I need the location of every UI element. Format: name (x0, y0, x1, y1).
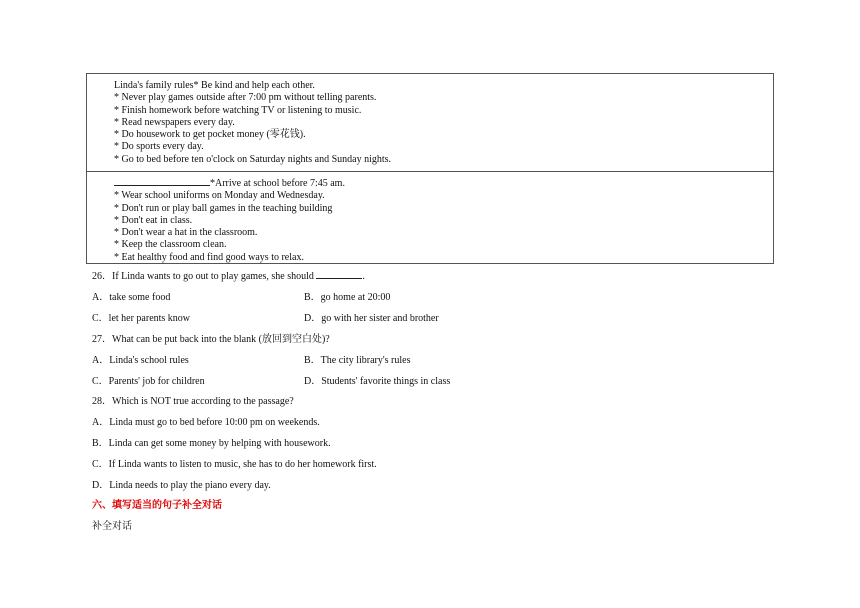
q27-option-c[interactable]: C．Parents' job for children (92, 376, 205, 387)
rules-box (86, 73, 774, 264)
section-six-heading: 六、填写适当的句子补全对话 (92, 500, 222, 511)
rule-line: * Finish homework before watching TV or listening to music. (114, 104, 362, 116)
question-text: 26．If Linda wants to go out to play games, she should (92, 271, 317, 282)
rule-line: * Don't wear a hat in the classroom. (114, 227, 258, 239)
q28-option-a[interactable]: A．Linda must go to bed before 10:00 pm on weekends. (92, 417, 320, 428)
q27-option-b[interactable]: B．The city library's rules (304, 355, 411, 366)
q26-option-b[interactable]: B．go home at 20:00 (304, 292, 391, 303)
rule-line: * Never play games outside after 7:00 pm without telling parents. (114, 92, 377, 104)
rule-line: * Keep the classroom clean. (114, 239, 227, 251)
answer-blank (316, 269, 362, 279)
rule-line: * Go to bed before ten o'clock on Saturday nights and Sunday nights. (114, 153, 392, 165)
rule-line: * Don't run or play ball games in the teaching building (114, 202, 333, 214)
rule-line: * Do housework to get pocket money (零花钱). (114, 129, 306, 141)
section-six-subheading: 补全对话 (92, 521, 132, 532)
q28-option-d[interactable]: D．Linda needs to play the piano every day. (92, 480, 271, 491)
rule-line: * Don't eat in class. (114, 214, 193, 226)
answer-blank (114, 176, 210, 186)
q28-option-b[interactable]: B．Linda can get some money by helping with housework. (92, 438, 331, 449)
rule-line: Linda's family rules* Be kind and help each other. (114, 80, 315, 91)
rule-line: * Read newspapers every day. (114, 116, 235, 128)
q28-option-c[interactable]: C．If Linda wants to listen to music, she has to do her homework first. (92, 459, 377, 470)
school-rules-section (114, 176, 345, 264)
question-text-end: . (362, 271, 365, 282)
rules-divider (87, 171, 773, 172)
question-28-stem: 28．Which is NOT true according to the passage? (92, 396, 294, 407)
rule-line: * Wear school uniforms on Monday and Wednesday. (114, 190, 325, 202)
question-27-stem: 27．What can be put back into the blank (放回到空白处)? (92, 334, 330, 345)
q26-option-d[interactable]: D．go with her sister and brother (304, 313, 439, 324)
rule-line-with-blank (114, 176, 345, 190)
rule-line: * Eat healthy food and find good ways to relax. (114, 251, 304, 263)
q27-option-a[interactable]: A．Linda's school rules (92, 355, 189, 366)
question-26-stem (92, 267, 365, 282)
q27-option-d[interactable]: D．Students' favorite things in class (304, 376, 451, 387)
q26-option-a[interactable]: A．take some food (92, 292, 171, 303)
rule-line: * Do sports every day. (114, 141, 204, 153)
rule-text: *Arrive at school before 7:45 am. (210, 178, 345, 189)
family-rules-section (114, 80, 391, 166)
q26-option-c[interactable]: C．let her parents know (92, 313, 191, 324)
